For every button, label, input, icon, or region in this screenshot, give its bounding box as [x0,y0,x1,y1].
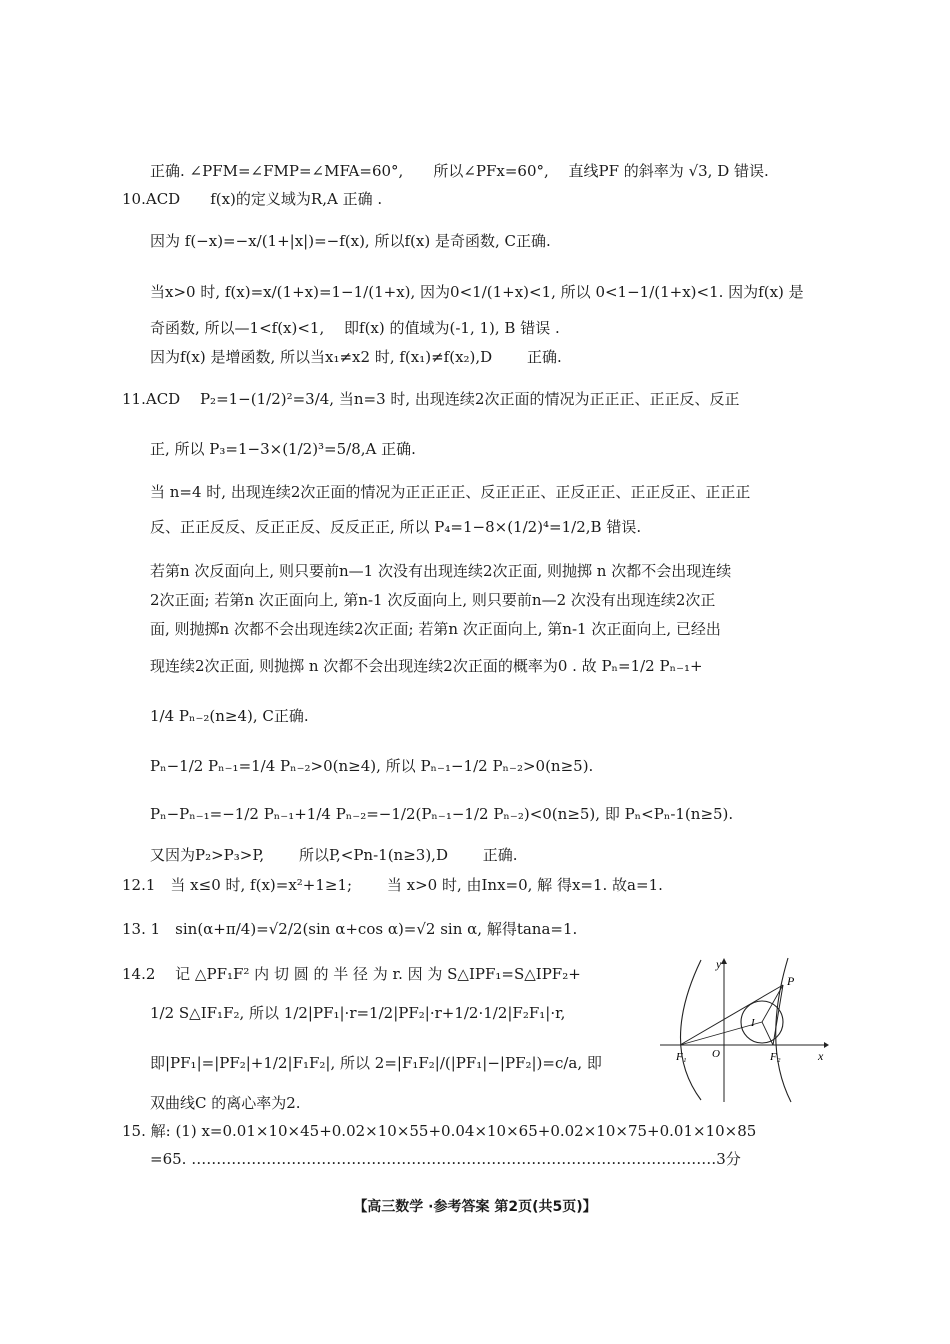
text-line: 正确. ∠PFM=∠FMP=∠MFA=60°, 所以∠PFx=60°, 直线PF 的斜率为 √3, D 错误. [150,162,769,180]
text-line: 10.ACD f(x)的定义域为R,A 正确 . [122,190,383,208]
text-line: 又因为P₂>P₃>P, 所以P,<Pn-1(n≥3),D 正确. [150,846,518,864]
x-axis-label: x [818,1049,824,1063]
point-p-label: P [787,974,795,988]
text-line: 若第n 次反面向上, 则只要前n—1 次没有出现连续2次正面, 则抛掷 n 次都不会出现连续 [150,562,732,580]
text-line: 即|PF₁|=|PF₂|+1/2|F₁F₂|, 所以 2=|F₁F₂|/(|PF₁|−|PF₂|)=c/a, 即 [150,1054,602,1072]
point-f1-label: F₁ [676,1051,687,1063]
segment-if2 [762,1022,773,1045]
text-line: Pₙ−1/2 Pₙ₋₁=1/4 Pₙ₋₂>0(n≥4), 所以 Pₙ₋₁−1/2 Pₙ₋₂>0(n≥5). [150,757,594,775]
y-axis-arrow [721,958,727,964]
text-line: 2次正面; 若第n 次正面向上, 第n-1 次反面向上, 则只要前n—2 次没有出现连续2次正 [150,591,716,609]
text-line: 13. 1 sin(α+π/4)=√2/2(sin α+cos α)=√2 sin α, 解得tana=1. [122,920,578,938]
text-line: 12.1 当 x≤0 时, f(x)=x²+1≥1; 当 x>0 时, 由Inx=0, 解 得x=1. 故a=1. [122,876,663,894]
hyperbola-figure [658,952,830,1104]
x-axis-arrow [824,1042,829,1048]
page-footer: 【高三数学 ·参考答案 第2页(共5页)】 [353,1199,597,1215]
origin-label: O [712,1048,720,1060]
text-line: 现连续2次正面, 则抛掷 n 次都不会出现连续2次正面的概率为0 . 故 Pₙ=1/2 Pₙ₋₁+ [150,657,703,675]
text-line: 面, 则抛掷n 次都不会出现连续2次正面; 若第n 次正面向上, 第n-1 次正面向上, 已经出 [150,620,721,638]
text-line: 15. 解: (1) x=0.01×10×45+0.02×10×55+0.04×10×65+0.02×10×75+0.01×10×85 [122,1122,757,1140]
text-line: 1/2 S△IF₁F₂, 所以 1/2|PF₁|·r=1/2|PF₂|·r+1/2·1/2|F₂F₁|·r, [150,1004,566,1022]
text-line: 反、正正反反、反正正反、反反正正, 所以 P₄=1−8×(1/2)⁴=1/2,B 错误. [150,518,642,536]
text-line: 1/4 Pₙ₋₂(n≥4), C正确. [150,707,309,725]
text-line: 当 n=4 时, 出现连续2次正面的情况为正正正正、反正正正、正反正正、正正反正、正正正 [150,483,751,501]
segment-pf1 [680,985,783,1045]
text-line: Pₙ−Pₙ₋₁=−1/2 Pₙ₋₁+1/4 Pₙ₋₂=−1/2(Pₙ₋₁−1/2 Pₙ₋₂)<0(n≥5), 即 Pₙ<Pₙ-1(n≥5). [150,805,734,823]
point-f2-label: F₂ [770,1051,781,1063]
point-i-label: I [751,1017,755,1029]
y-axis-label: y [716,957,722,971]
text-line: 奇函数, 所以—1<f(x)<1, 即f(x) 的值域为(-1, 1), B 错误 . [150,319,560,337]
hyperbola-left-branch [681,960,702,1100]
text-line: 正, 所以 P₃=1−3×(1/2)³=5/8,A 正确. [150,440,416,458]
text-line: 14.2 记 △PF₁F² 内 切 圆 的 半 径 为 r. 因 为 S△IPF₁=S△IPF₂+ [122,965,581,983]
text-line: 因为 f(−x)=−x/(1+|x|)=−f(x), 所以f(x) 是奇函数, C正确. [150,232,551,250]
text-line: =65. ……………………………………………………………………………………………3分 [150,1150,741,1168]
text-line: 因为f(x) 是增函数, 所以当x₁≠x2 时, f(x₁)≠f(x₂),D 正确. [150,348,562,366]
text-line: 当x>0 时, f(x)=x/(1+x)=1−1/(1+x), 因为0<1/(1+x)<1, 所以 0<1−1/(1+x)<1. 因为f(x) 是 [150,283,804,301]
text-line: 11.ACD P₂=1−(1/2)²=3/4, 当n=3 时, 出现连续2次正面的情况为正正正、正正反、反正 [122,390,740,408]
segment-f1i [680,1022,762,1045]
text-line: 双曲线C 的离心率为2. [150,1094,301,1112]
